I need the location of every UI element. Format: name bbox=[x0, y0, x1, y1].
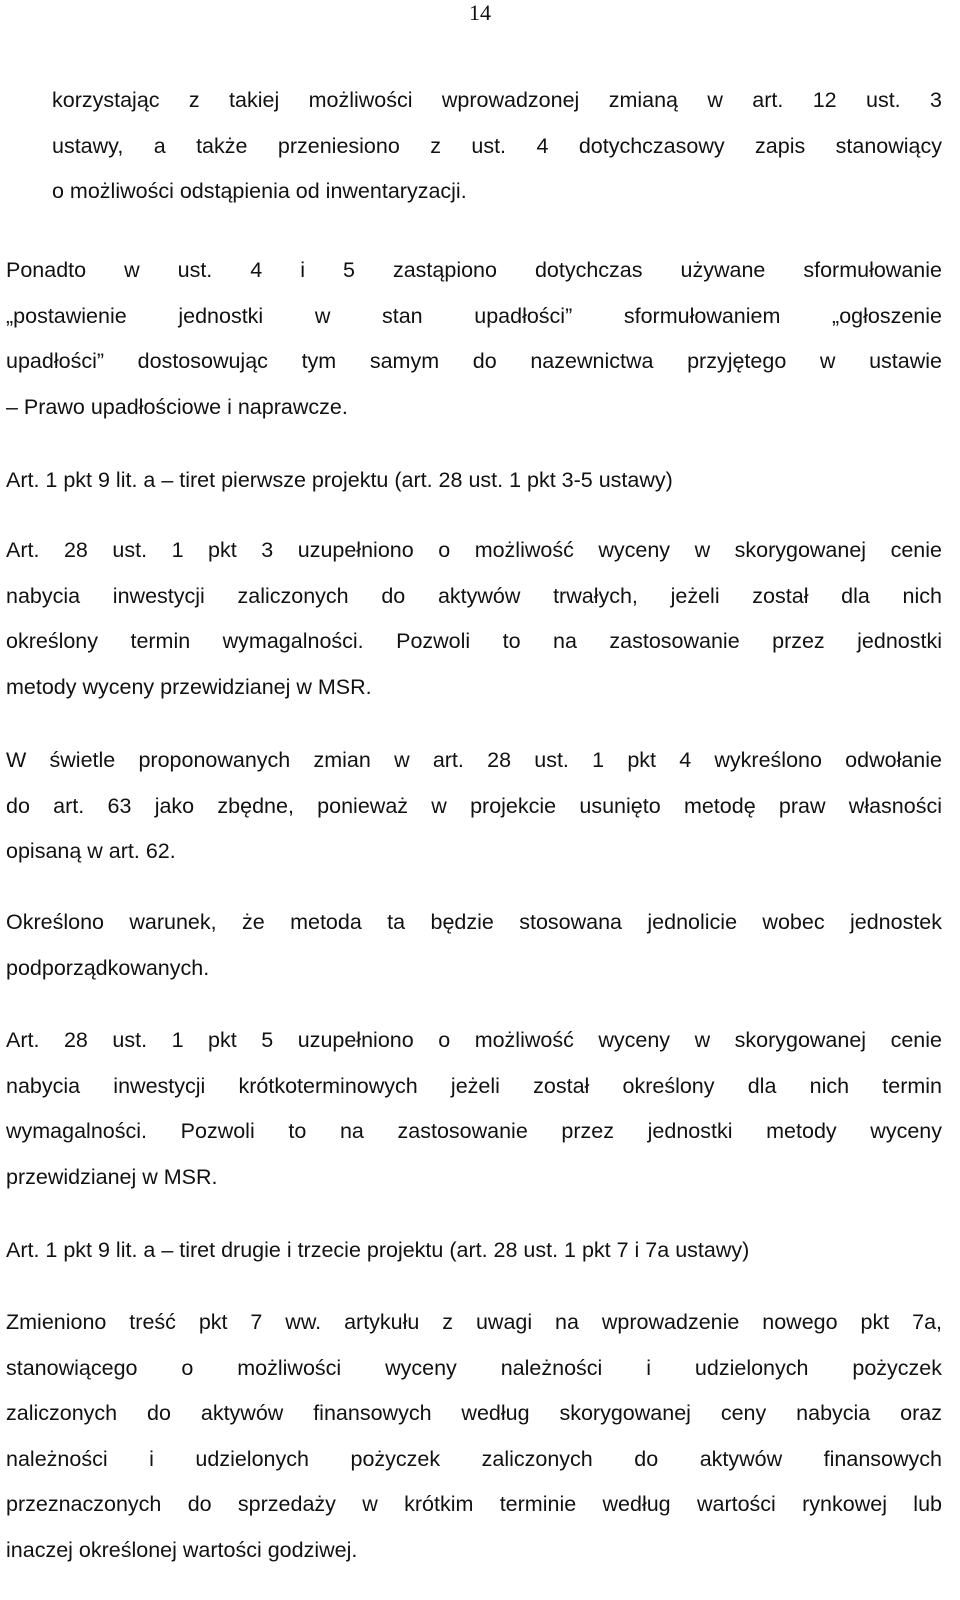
text-line: stanowiącego o możliwości wyceny należności i udzielonych pożyczek bbox=[6, 1355, 942, 1380]
text-line: Art. 1 pkt 9 lit. a – tiret pierwsze projektu (art. 28 ust. 1 pkt 3-5 ustawy) bbox=[6, 468, 673, 492]
text-line: inaczej określonej wartości godziwej. bbox=[6, 1537, 358, 1562]
text-line: podporządkowanych. bbox=[6, 955, 210, 980]
text-line: Ponadto w ust. 4 i 5 zastąpiono dotychczas używane sformułowanie bbox=[6, 258, 942, 282]
text-line: Zmieniono treść pkt 7 ww. artykułu z uwagi na wprowadzenie nowego pkt 7a, bbox=[6, 1310, 942, 1334]
text-line: – Prawo upadłościowe i naprawcze. bbox=[6, 394, 348, 419]
text-line: przeznaczonych do sprzedaży w krótkim terminie według wartości rynkowej lub bbox=[6, 1492, 942, 1516]
paragraph-art28-pkt3 bbox=[6, 528, 942, 710]
text-line: przewidzianej w MSR. bbox=[6, 1164, 218, 1189]
text-line: Określono warunek, że metoda ta będzie stosowana jednolicie wobec jednostek bbox=[6, 910, 942, 934]
text-line: określony termin wymagalności. Pozwoli to na zastosowanie przez jednostki bbox=[6, 629, 942, 653]
paragraph-pkt7-change bbox=[6, 1300, 942, 1573]
paragraph-terminology-change bbox=[6, 248, 942, 430]
text-line: korzystając z takiej możliwości wprowadzonej zmianą w art. 12 ust. 3 bbox=[52, 88, 942, 112]
text-line: należności i udzielonych pożyczek zaliczonych do aktywów finansowych bbox=[6, 1446, 942, 1471]
text-line: Art. 28 ust. 1 pkt 3 uzupełniono o możliwość wyceny w skorygowanej cenie bbox=[6, 538, 942, 562]
text-line: „postawienie jednostki w stan upadłości” sformułowaniem „ogłoszenie bbox=[6, 303, 942, 328]
text-line: wymagalności. Pozwoli to na zastosowanie przez jednostki metody wyceny bbox=[6, 1119, 942, 1143]
text-line: nabycia inwestycji krótkoterminowych jeżeli został określony dla nich termin bbox=[6, 1073, 942, 1098]
text-line: zaliczonych do aktywów finansowych według skorygowanej ceny nabycia oraz bbox=[6, 1401, 942, 1425]
page-number: 14 bbox=[469, 0, 491, 25]
text-line: opisaną w art. 62. bbox=[6, 839, 176, 863]
text-line: ustawy, a także przeniesiono z ust. 4 dotychczasowy zapis stanowiący bbox=[52, 133, 942, 158]
text-line: upadłości” dostosowując tym samym do nazewnictwa przyjętego w ustawie bbox=[6, 349, 942, 373]
text-line: o możliwości odstąpienia od inwentaryzacji. bbox=[52, 179, 467, 203]
text-line: Art. 1 pkt 9 lit. a – tiret drugie i trzecie projektu (art. 28 ust. 1 pkt 7 i 7a ustawy) bbox=[6, 1238, 750, 1262]
section-heading bbox=[6, 458, 942, 504]
paragraph-continuation bbox=[52, 78, 942, 215]
text-line: nabycia inwestycji zaliczonych do aktywów trwałych, jeżeli został dla nich bbox=[6, 583, 942, 608]
text-line: do art. 63 jako zbędne, ponieważ w projekcie usunięto metodę praw własności bbox=[6, 793, 942, 818]
text-line: Art. 28 ust. 1 pkt 5 uzupełniono o możliwość wyceny w skorygowanej cenie bbox=[6, 1028, 942, 1052]
text-line: metody wyceny przewidzianej w MSR. bbox=[6, 674, 372, 699]
section-heading bbox=[6, 1228, 942, 1274]
paragraph-art28-pkt4 bbox=[6, 738, 942, 875]
text-line: W świetle proponowanych zmian w art. 28 ust. 1 pkt 4 wykreślono odwołanie bbox=[6, 748, 942, 772]
paragraph-art28-pkt5 bbox=[6, 1018, 942, 1200]
paragraph-condition bbox=[6, 900, 942, 991]
